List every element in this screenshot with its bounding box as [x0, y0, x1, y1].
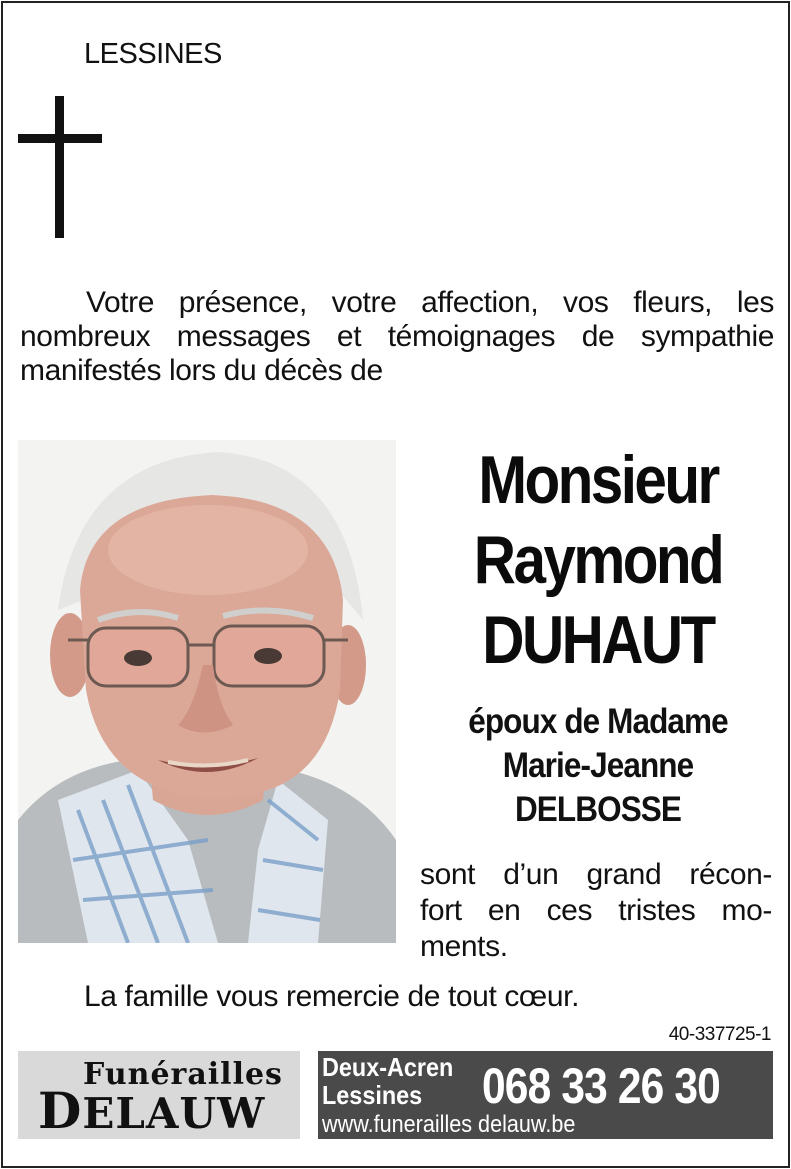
deceased-name [445, 440, 751, 680]
intro-line: manifestés lors du décès de [20, 354, 383, 387]
reference-number: 40-337725-1 [668, 1024, 771, 1045]
location-2: Lessines [322, 1080, 423, 1110]
location-1: Deux-Acren [322, 1052, 454, 1082]
spouse-line: DELBOSSE [514, 790, 682, 829]
comfort-line: sont d’un grand récon- [420, 858, 772, 891]
logo-bottom-text [38, 1081, 298, 1140]
contact-panel [318, 1051, 773, 1139]
intro-line: Votre présence, votre affection, vos fleurs, les [86, 286, 774, 319]
website-link[interactable]: www.funerailles delauw.be [322, 1111, 576, 1138]
cross-icon [18, 96, 102, 238]
deceased-title: Monsieur [478, 442, 718, 518]
deceased-first-name: Raymond [473, 522, 723, 598]
town-heading: LESSINES [84, 38, 222, 70]
phone-number[interactable]: 068 33 26 30 [482, 1058, 720, 1114]
family-thanks: La famille vous remercie de tout cœur. [84, 980, 580, 1013]
comfort-paragraph [420, 857, 772, 965]
funeral-home-logo [18, 1051, 300, 1139]
funeral-home-banner [18, 1051, 773, 1139]
comfort-line: ments. [420, 930, 508, 963]
spouse-block [438, 700, 758, 832]
locations [322, 1053, 453, 1109]
spouse-line: Marie-Jeanne [502, 746, 694, 785]
logo-initial: D [38, 1081, 83, 1140]
portrait-photo [18, 440, 396, 943]
intro-paragraph [20, 286, 774, 388]
logo-top-text: Funérailles [83, 1057, 283, 1092]
spouse-line: époux de Madame [468, 702, 728, 741]
intro-line: nombreux messages et témoignages de sympathie [20, 320, 774, 353]
logo-rest: ELAUW [82, 1089, 266, 1138]
comfort-line: fort en ces tristes mo- [420, 894, 772, 927]
deceased-last-name: DUHAUT [482, 602, 714, 678]
